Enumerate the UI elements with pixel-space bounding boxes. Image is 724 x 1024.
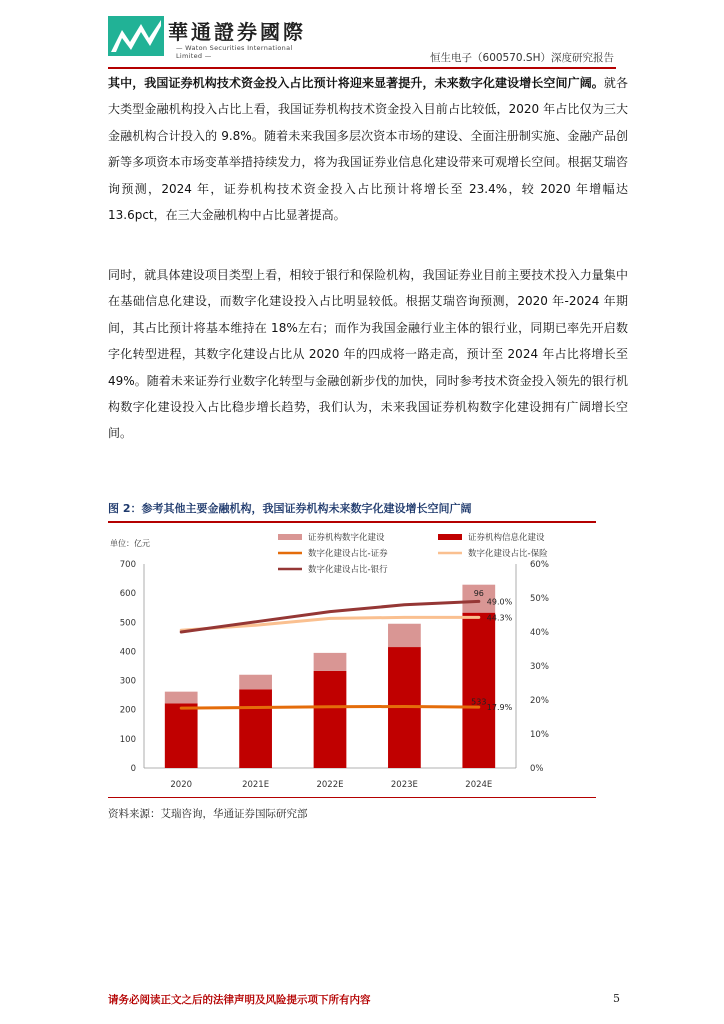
bar-segment xyxy=(239,675,272,690)
series-point xyxy=(403,616,405,618)
legend-swatch xyxy=(278,534,302,540)
series-point xyxy=(403,604,405,606)
right-axis-tick-label: 50% xyxy=(530,594,549,604)
data-label: 96 xyxy=(473,589,484,599)
right-axis-tick-label: 0% xyxy=(530,764,544,774)
paragraph-1-text: 就各大类型金融机构投入占比上看，我国证券机构技术资金投入目前占比较低，2020 年占比仅为三大金融机构合计投入的 9.8%。随着未来我国多层次资本市场的建设、全面注册制实施、金融产品创新等多项资本市场变革举措持续发力，将为我国证券业信息化建设带来可观增长空间。根据艾瑞咨询预测，2024 年，证券机构技术资金投入占比预计将增长至 23.4%，较 2020 年增幅达 13.6pct，在三大金融机构中占比显著提高。 xyxy=(108,76,628,223)
series-point xyxy=(180,631,182,633)
paragraph-2-text: 同时，就具体建设项目类型上看，相较于银行和保险机构，我国证券业目前主要技术投入力量集中在基础信息化建设，而数字化建设投入占比明显较低。根据艾瑞咨询预测，2020 年-2024 年期间，其占比预计将基本维持在 18%左右；而作为我国金融行业主体的银行业，同期已率先开启数字化转型进程，其数字化建设占比从 2020 年的四成将一路走高，预计至 2024 年占比将增长至 49%。随着未来证券行业数字化转型与金融创新步伐的加快，同时参考技术资金投入领先的银行机构数字化建设投入占比稳步增长趋势，我们认为，未来我国证券机构数字化建设拥有广阔增长空间。 xyxy=(108,268,628,441)
legend-label: 证券机构信息化建设 xyxy=(468,533,545,543)
series-point xyxy=(403,705,405,707)
legend-label: 数字化建设占比-保险 xyxy=(468,549,548,559)
legend-label: 数字化建设占比-证券 xyxy=(308,549,388,559)
bar-segment xyxy=(165,703,198,768)
logo-mark-icon xyxy=(108,16,164,56)
bar-segment xyxy=(314,671,347,768)
footer-disclaimer: 请务必阅读正文之后的法律声明及风险提示项下所有内容 xyxy=(108,994,371,1006)
series-point xyxy=(329,617,331,619)
company-logo xyxy=(108,18,308,58)
header-divider xyxy=(108,67,616,69)
bar-segment xyxy=(462,613,495,768)
paragraph-2 xyxy=(108,262,628,447)
right-axis-tick-label: 60% xyxy=(530,560,549,570)
figure-bottom-rule xyxy=(108,797,596,798)
legend-label: 数字化建设占比-银行 xyxy=(308,565,388,575)
right-axis-tick-label: 30% xyxy=(530,662,549,672)
series-point xyxy=(180,707,182,709)
logo-english-text: — Waton Securities International Limited — xyxy=(176,44,293,60)
bar-segment xyxy=(165,692,198,704)
paragraph-1 xyxy=(108,70,628,228)
series-point xyxy=(478,616,480,618)
page-number: 5 xyxy=(613,992,620,1005)
bar-segment xyxy=(388,624,421,647)
left-axis-tick-label: 500 xyxy=(119,618,136,629)
left-axis-tick-label: 100 xyxy=(119,734,136,745)
x-axis-tick-label: 2022E xyxy=(316,780,344,790)
series-point xyxy=(254,706,256,708)
report-title: 恒生电子（600570.SH）深度研究报告 xyxy=(430,52,614,64)
series-point xyxy=(478,600,480,602)
right-axis-tick-label: 10% xyxy=(530,730,549,740)
data-label: 533 xyxy=(471,697,487,707)
bar-segment xyxy=(239,689,272,768)
series-point xyxy=(329,610,331,612)
x-axis-tick-label: 2020 xyxy=(170,780,193,790)
legend-label: 证券机构数字化建设 xyxy=(308,533,385,543)
series-point xyxy=(329,706,331,708)
x-axis-tick-label: 2023E xyxy=(390,780,418,790)
x-axis-tick-label: 2021E xyxy=(242,780,270,790)
figure-title: 图 2：参考其他主要金融机构，我国证券机构未来数字化建设增长空间广阔 xyxy=(108,502,472,515)
logo-chinese-text: 華通證券國際 xyxy=(168,20,306,44)
legend-swatch xyxy=(438,534,462,540)
data-label: 44.3% xyxy=(486,613,513,623)
x-axis-tick-label: 2024E xyxy=(465,780,493,790)
paragraph-1-lead: 其中，我国证券机构技术资金投入占比预计将迎来显著提升，未来数字化建设增长空间广阔。 xyxy=(108,76,604,90)
left-axis-tick-label: 600 xyxy=(119,589,136,600)
data-label: 17.9% xyxy=(486,703,513,713)
figure-top-rule xyxy=(108,521,596,523)
figure-chart xyxy=(108,528,596,796)
right-axis-tick-label: 20% xyxy=(530,696,549,706)
series-point xyxy=(254,621,256,623)
chart-unit-label: 单位：亿元 xyxy=(110,539,150,548)
left-axis-tick-label: 700 xyxy=(119,560,136,570)
left-axis-tick-label: 200 xyxy=(119,705,136,716)
left-axis-tick-label: 400 xyxy=(119,647,136,658)
data-label: 49.0% xyxy=(486,597,513,607)
bar-segment xyxy=(314,653,347,671)
series-point xyxy=(254,624,256,626)
figure-source: 资料来源：艾瑞咨询，华通证券国际研究部 xyxy=(108,808,308,820)
right-axis-tick-label: 40% xyxy=(530,628,549,638)
left-axis-tick-label: 0 xyxy=(130,764,136,774)
left-axis-tick-label: 300 xyxy=(119,676,136,687)
